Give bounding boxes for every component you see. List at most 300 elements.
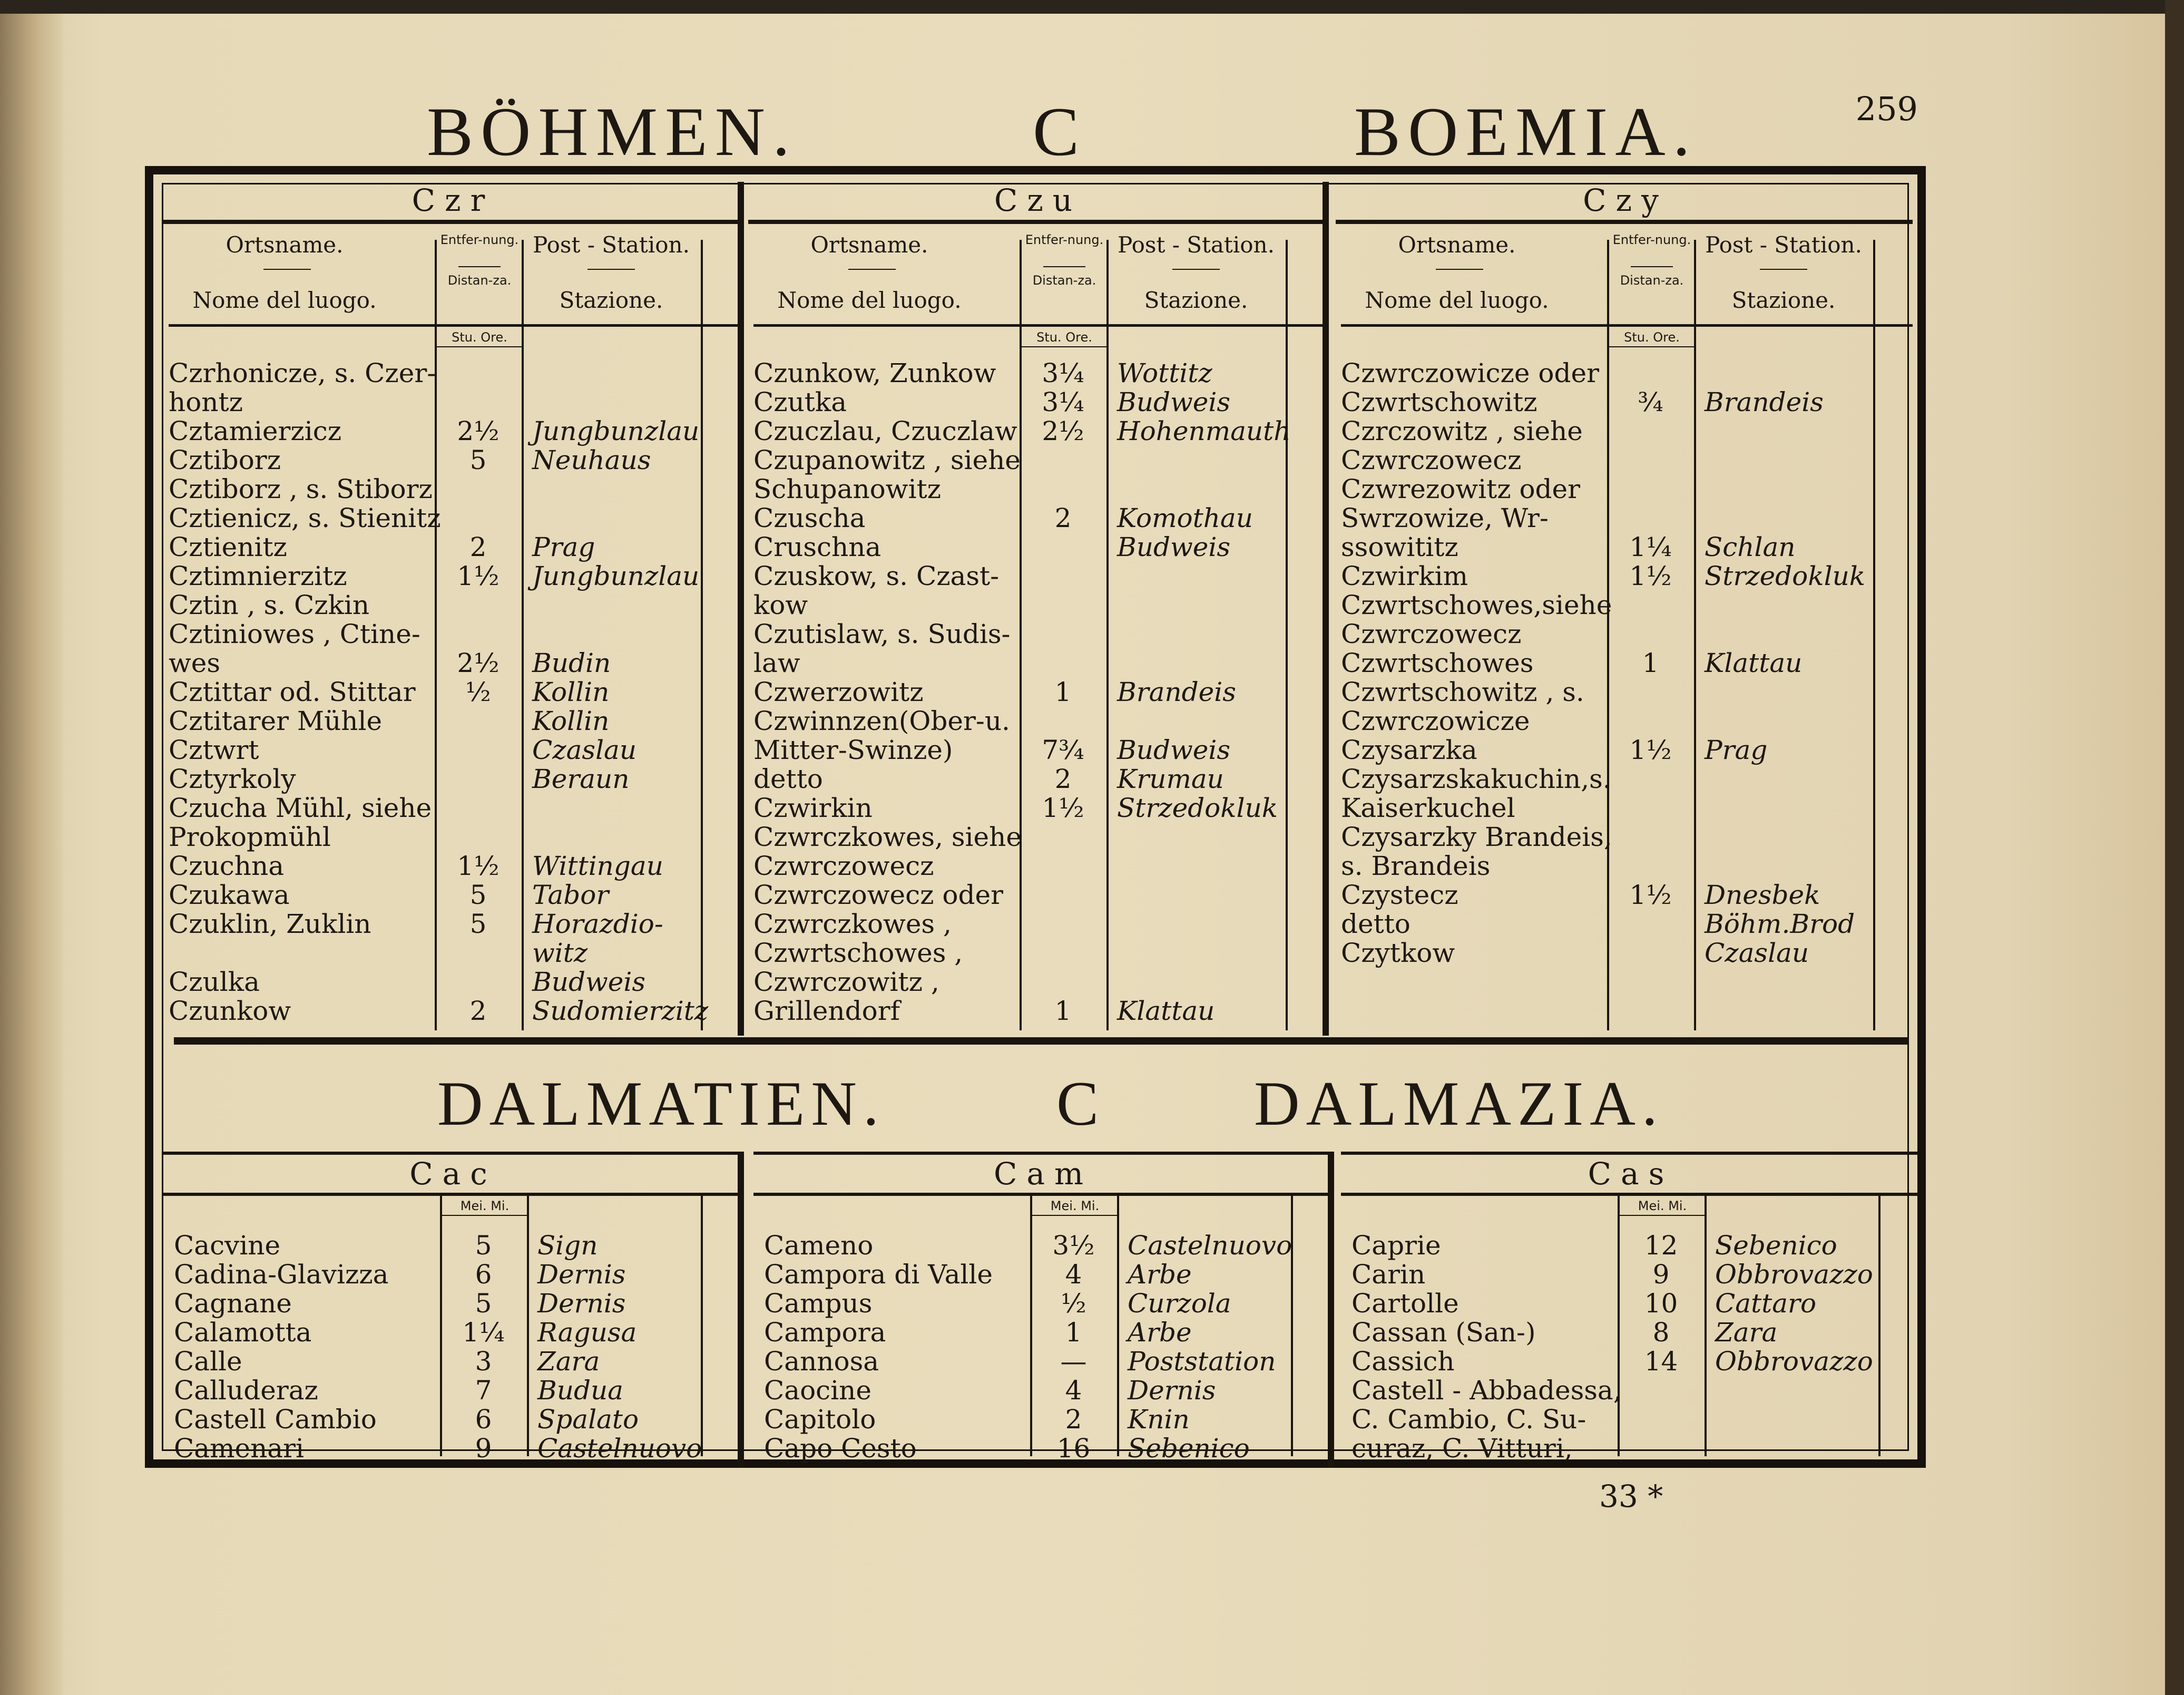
table-row — [764, 1434, 1325, 1463]
col-post-rule — [1172, 269, 1220, 270]
distance: 1 — [1642, 648, 1659, 678]
table-row — [753, 938, 1320, 968]
header-rule — [753, 324, 1325, 327]
post-station: Prag — [532, 532, 595, 562]
col-dist-de: Entfer-nung. — [1025, 232, 1104, 247]
table-row — [174, 1376, 735, 1405]
table-row — [1341, 938, 1907, 968]
table-row — [174, 1260, 735, 1289]
table-row — [1351, 1376, 1913, 1405]
place-name: Cztiborz — [169, 445, 281, 475]
place-name: Cannosa — [764, 1346, 879, 1377]
place-name: Carin — [1351, 1259, 1426, 1290]
table-row — [1351, 1347, 1913, 1376]
unit-rule — [440, 1215, 527, 1216]
post-station: Strzedokluk — [1117, 793, 1278, 823]
place-name: Campora — [764, 1317, 886, 1348]
distance: 1½ — [1629, 735, 1672, 765]
place-name: Cztimnierzitz — [169, 561, 347, 591]
post-station: Neuhaus — [532, 445, 651, 475]
table-row — [753, 387, 1320, 417]
table-row — [753, 503, 1320, 533]
section-title: Czu — [994, 182, 1082, 218]
dalmatia-header-center: C — [1056, 1068, 1105, 1138]
table-row — [174, 1231, 735, 1260]
table-row — [169, 851, 735, 881]
post-station: Zara — [537, 1346, 600, 1377]
place-name: Czwrtschowes — [1341, 648, 1534, 678]
table-row — [169, 590, 735, 620]
col-name-it: Nome del luogo. — [777, 287, 962, 313]
place-name: C. Cambio, C. Su- — [1351, 1404, 1586, 1435]
post-station: Dnesbek — [1705, 880, 1820, 910]
top-edge — [0, 0, 2184, 14]
place-name: Cztamierzicz — [169, 416, 342, 446]
place-name: Czwrczowecz oder — [753, 880, 1003, 910]
place-name: Czrczowitz , siehe — [1341, 416, 1583, 446]
table-row — [169, 938, 735, 968]
place-name: Czwirkin — [753, 793, 873, 823]
table-row — [1341, 474, 1907, 504]
distance: 5 — [469, 909, 487, 939]
title-rule — [1341, 1193, 1918, 1196]
distance: 1 — [1054, 996, 1072, 1026]
post-station: Castelnuovo — [537, 1433, 702, 1464]
table-row — [174, 1405, 735, 1434]
post-station: Kollin — [532, 677, 610, 707]
table-row — [1351, 1289, 1913, 1318]
unit-rule — [435, 346, 522, 347]
table-row — [1341, 851, 1907, 881]
section-title: Czy — [1583, 182, 1668, 218]
place-name: Cztiniowes , Ctine- — [169, 619, 420, 649]
place-name: Grillendorf — [753, 996, 900, 1026]
table-row — [1341, 590, 1907, 620]
bohemia-section-czr — [163, 182, 743, 1036]
place-name: Czysarzskakuchin,s. — [1341, 764, 1611, 794]
place-name: Czutislaw, s. Sudis- — [753, 619, 1011, 649]
distance: 5 — [475, 1230, 492, 1261]
post-station: Czaslau — [532, 735, 637, 765]
place-name: ssowititz — [1341, 532, 1458, 562]
table-row — [753, 996, 1320, 1026]
place-name: Czystecz — [1341, 880, 1458, 910]
post-station: Dernis — [537, 1259, 626, 1290]
place-name: Czwerzowitz — [753, 677, 924, 707]
table-row — [1341, 387, 1907, 417]
col-dist-rule — [458, 266, 501, 267]
right-edge — [2165, 0, 2184, 1695]
place-name: detto — [753, 764, 823, 794]
table-row — [169, 880, 735, 910]
place-name: Cztienitz — [169, 532, 287, 562]
post-station: Brandeis — [1705, 387, 1824, 417]
table-row — [753, 706, 1320, 736]
table-row — [1351, 1434, 1913, 1463]
table-row — [753, 474, 1320, 504]
table-row — [753, 967, 1320, 997]
table-row — [753, 735, 1320, 765]
table-row — [169, 967, 735, 997]
place-name: Czwrczowecz — [753, 851, 934, 881]
unit-rule — [1020, 346, 1106, 347]
distance: 4 — [1065, 1259, 1082, 1290]
place-name: Czwrezowitz oder — [1341, 474, 1581, 504]
table-row — [169, 532, 735, 562]
unit-label: Stu. Ore. — [1036, 330, 1092, 345]
distance: — — [1060, 1346, 1087, 1377]
table-row — [1341, 619, 1907, 649]
distance: 6 — [475, 1404, 492, 1435]
section-title: Cas — [1588, 1156, 1674, 1192]
place-name: Czwrtschowitz — [1341, 387, 1537, 417]
col-name-de: Ortsname. — [810, 232, 928, 258]
section-title: Cam — [994, 1156, 1093, 1192]
col-dist-rule — [1631, 266, 1673, 267]
post-station: Kollin — [532, 706, 610, 736]
table-row — [1341, 880, 1907, 910]
table-row — [753, 909, 1320, 939]
place-name: Swrzowize, Wr- — [1341, 503, 1549, 533]
place-name: Cztiborz , s. Stiborz — [169, 474, 433, 504]
place-name: Czwrczowicze oder — [1341, 358, 1599, 388]
table-row — [1341, 445, 1907, 475]
distance: 5 — [469, 880, 487, 910]
col-dist-it: Distan-za. — [1620, 273, 1684, 288]
table-row — [1341, 358, 1907, 388]
place-name: Czucha Mühl, siehe — [169, 793, 432, 823]
place-name: Czwrczkowes, siehe — [753, 822, 1022, 852]
post-station: Budin — [532, 648, 611, 678]
top-rule — [163, 1152, 740, 1155]
table-row — [764, 1405, 1325, 1434]
col-name-de: Ortsname. — [226, 232, 344, 258]
table-row — [1351, 1318, 1913, 1347]
post-station: Hohenmauth — [1117, 416, 1291, 446]
distance: 2 — [1054, 764, 1072, 794]
post-station: Brandeis — [1117, 677, 1236, 707]
col-post-de: Post - Station. — [1705, 232, 1862, 258]
place-name: Cagnane — [174, 1288, 292, 1319]
distance: 8 — [1652, 1317, 1670, 1348]
place-name: Calluderaz — [174, 1375, 318, 1406]
place-name: Czwrtschowes,siehe — [1341, 590, 1612, 620]
place-name: Caprie — [1351, 1230, 1441, 1261]
table-row — [1351, 1260, 1913, 1289]
post-station: Sign — [537, 1230, 598, 1261]
place-name: s. Brandeis — [1341, 851, 1491, 881]
col-dist-it: Distan-za. — [447, 273, 512, 288]
place-name: Czuscha — [753, 503, 866, 533]
table-row — [174, 1434, 735, 1463]
mid-divider — [174, 1037, 1907, 1045]
place-name: wes — [169, 648, 221, 678]
distance: 16 — [1056, 1433, 1091, 1464]
post-station: witz — [532, 938, 588, 968]
distance: 12 — [1644, 1230, 1678, 1261]
bohemia-section-czu — [748, 182, 1328, 1036]
table-row — [1341, 648, 1907, 678]
place-name: Czwirkim — [1341, 561, 1468, 591]
section-title: Cac — [409, 1156, 497, 1192]
distance: 1¼ — [1629, 532, 1672, 562]
place-name: Campus — [764, 1288, 873, 1319]
table-row — [1341, 793, 1907, 823]
place-name: Cadina-Glavizza — [174, 1259, 389, 1290]
place-name: Capitolo — [764, 1404, 876, 1435]
place-name: Cacvine — [174, 1230, 281, 1261]
table-row — [169, 474, 735, 504]
post-station: Prag — [1705, 735, 1768, 765]
distance: 7 — [475, 1375, 492, 1406]
place-name: Caocine — [764, 1375, 871, 1406]
place-name: Czulka — [169, 967, 260, 997]
section-divider — [738, 1152, 744, 1468]
place-name: Cassich — [1351, 1346, 1455, 1377]
distance: 9 — [475, 1433, 492, 1464]
post-station: Jungbunzlau — [532, 561, 700, 591]
place-name: Calamotta — [174, 1317, 312, 1348]
distance: 2½ — [457, 648, 500, 678]
place-name: Cassan (San-) — [1351, 1317, 1536, 1348]
post-station: Budweis — [1117, 387, 1230, 417]
table-row — [753, 358, 1320, 388]
table-row — [753, 851, 1320, 881]
col-name-rule — [1436, 269, 1483, 270]
place-name: Kaiserkuchel — [1341, 793, 1515, 823]
distance: 1½ — [1629, 880, 1672, 910]
place-name: hontz — [169, 387, 243, 417]
col-post-de: Post - Station. — [533, 232, 690, 258]
post-station: Sebenico — [1715, 1230, 1837, 1261]
unit-rule — [1618, 1215, 1705, 1216]
distance: 14 — [1644, 1346, 1678, 1377]
bohemia-section-czy — [1336, 182, 1915, 1036]
table-row — [1341, 416, 1907, 446]
table-row — [764, 1260, 1325, 1289]
place-name: curaz, C. Vitturi, — [1351, 1433, 1573, 1464]
post-station: Budua — [537, 1375, 623, 1406]
unit-label: Stu. Ore. — [452, 330, 507, 345]
distance: ½ — [1061, 1288, 1086, 1319]
distance: 3¼ — [1042, 387, 1084, 417]
place-name: Czunkow, Zunkow — [753, 358, 996, 388]
table-row — [169, 822, 735, 852]
distance: 2 — [469, 996, 487, 1026]
place-name: Cztienicz, s. Stienitz — [169, 503, 441, 533]
place-name: Cztitarer Mühle — [169, 706, 383, 736]
table-row — [169, 358, 735, 388]
unit-label: Mei. Mi. — [1050, 1199, 1100, 1213]
col-post-it: Stazione. — [1144, 287, 1248, 313]
distance: 9 — [1652, 1259, 1670, 1290]
col-name-it: Nome del luogo. — [192, 287, 377, 313]
post-station: Horazdio- — [532, 909, 663, 939]
place-name: Czwrczowitz , — [753, 967, 939, 997]
place-name: law — [753, 648, 800, 678]
distance: 2 — [1065, 1404, 1082, 1435]
col-name-rule — [848, 269, 896, 270]
table-row — [169, 764, 735, 794]
place-name: Czuskow, s. Czast- — [753, 561, 1000, 591]
place-name: Calle — [174, 1346, 242, 1377]
table-row — [169, 503, 735, 533]
place-name: Czrhonicze, s. Czer- — [169, 358, 436, 388]
place-name: Czukawa — [169, 880, 290, 910]
unit-label: Mei. Mi. — [460, 1199, 510, 1213]
post-station: Budweis — [532, 967, 645, 997]
table-row — [753, 648, 1320, 678]
distance: 1¼ — [462, 1317, 505, 1348]
signature-mark: 33 * — [1599, 1478, 1663, 1514]
table-row — [174, 1347, 735, 1376]
title-rule — [163, 1193, 740, 1196]
section-divider — [1323, 182, 1329, 1036]
table-row — [753, 793, 1320, 823]
post-station: Wittingau — [532, 851, 663, 881]
place-name: Czwrczowecz — [1341, 619, 1522, 649]
table-row — [753, 445, 1320, 475]
post-station: Dernis — [537, 1288, 626, 1319]
title-rule — [1336, 220, 1913, 224]
post-station: Arbe — [1128, 1317, 1192, 1348]
table-row — [764, 1289, 1325, 1318]
post-station: Böhm.Brod — [1705, 909, 1855, 939]
col-post-rule — [587, 269, 635, 270]
table-row — [753, 561, 1320, 591]
top-rule — [753, 1152, 1330, 1155]
post-station: Tabor — [532, 880, 609, 910]
distance: 1 — [1065, 1317, 1082, 1348]
place-name: Cztyrkoly — [169, 764, 296, 794]
col-dist-rule — [1043, 266, 1085, 267]
place-name: Castell Cambio — [174, 1404, 377, 1435]
col-name-rule — [263, 269, 311, 270]
table-row — [169, 445, 735, 475]
post-station: Obbrovazzo — [1715, 1259, 1873, 1290]
post-station: Cattaro — [1715, 1288, 1817, 1319]
place-name: Schupanowitz — [753, 474, 942, 504]
place-name: Czupanowitz , siehe — [753, 445, 1021, 475]
post-station: Budweis — [1117, 532, 1230, 562]
place-name: Czuklin, Zuklin — [169, 909, 371, 939]
unit-rule — [1607, 346, 1694, 347]
place-name: Cartolle — [1351, 1288, 1459, 1319]
col-post-it: Stazione. — [559, 287, 663, 313]
book-gutter — [0, 0, 63, 1695]
distance: 2 — [1054, 503, 1072, 533]
distance: 1½ — [457, 561, 500, 591]
distance: 6 — [475, 1259, 492, 1290]
table-row — [169, 387, 735, 417]
table-row — [1341, 532, 1907, 562]
table-row — [169, 793, 735, 823]
table-row — [1341, 706, 1907, 736]
place-name: Capo Cesto — [764, 1433, 917, 1464]
place-name: Cztin , s. Czkin — [169, 590, 370, 620]
table-row — [753, 677, 1320, 707]
place-name: Cztwrt — [169, 735, 259, 765]
post-station: Krumau — [1117, 764, 1224, 794]
dalmatia-header-left: DALMATIEN. — [437, 1068, 885, 1138]
table-row — [753, 880, 1320, 910]
place-name: Mitter-Swinze) — [753, 735, 953, 765]
section-title: Czr — [412, 182, 495, 218]
distance: 1½ — [457, 851, 500, 881]
table-row — [1341, 561, 1907, 591]
unit-label: Mei. Mi. — [1638, 1199, 1687, 1213]
distance: 1 — [1054, 677, 1072, 707]
post-station: Schlan — [1705, 532, 1796, 562]
col-dist-de: Entfer-nung. — [1612, 232, 1691, 247]
place-name: Czuczlau, Czuczlaw — [753, 416, 1017, 446]
post-station: Czaslau — [1705, 938, 1809, 968]
distance: 10 — [1644, 1288, 1678, 1319]
post-station: Curzola — [1128, 1288, 1231, 1319]
table-row — [1341, 822, 1907, 852]
table-row — [753, 764, 1320, 794]
table-row — [1341, 909, 1907, 939]
place-name: Czytkow — [1341, 938, 1455, 968]
distance: 3 — [475, 1346, 492, 1377]
table-row — [1341, 764, 1907, 794]
table-row — [1341, 677, 1907, 707]
table-row — [169, 619, 735, 649]
dalmatia-section-cam — [753, 1152, 1333, 1468]
col-post-de: Post - Station. — [1118, 232, 1275, 258]
place-name: Cruschna — [753, 532, 882, 562]
post-station: Castelnuovo — [1128, 1230, 1292, 1261]
table-row — [174, 1318, 735, 1347]
post-station: Obbrovazzo — [1715, 1346, 1873, 1377]
place-name: Czwrtschowes , — [753, 938, 963, 968]
col-post-it: Stazione. — [1731, 287, 1836, 313]
post-station: Dernis — [1128, 1375, 1216, 1406]
post-station: Zara — [1715, 1317, 1778, 1348]
post-station: Klattau — [1117, 996, 1215, 1026]
header-left: BÖHMEN. — [427, 93, 798, 170]
title-rule — [163, 220, 740, 224]
table-row — [753, 532, 1320, 562]
table-row — [169, 996, 735, 1026]
header-center: C — [1033, 93, 1087, 170]
place-name: Campora di Valle — [764, 1259, 993, 1290]
table-row — [169, 909, 735, 939]
post-station: Strzedokluk — [1705, 561, 1866, 591]
table-row — [169, 416, 735, 446]
header-rule — [169, 324, 740, 327]
col-name-it: Nome del luogo. — [1365, 287, 1549, 313]
section-divider — [738, 182, 744, 1036]
distance: ¾ — [1638, 387, 1663, 417]
table-row — [753, 590, 1320, 620]
place-name: Czwrczowicze — [1341, 706, 1530, 736]
post-station: Arbe — [1128, 1259, 1192, 1290]
table-row — [1351, 1231, 1913, 1260]
post-station: Knin — [1128, 1404, 1190, 1435]
place-name: Castell - Abbadessa, — [1351, 1375, 1622, 1406]
distance: 2½ — [457, 416, 500, 446]
table-row — [169, 677, 735, 707]
col-name-de: Ortsname. — [1398, 232, 1516, 258]
post-station: Komothau — [1117, 503, 1253, 533]
table-row — [169, 735, 735, 765]
table-row — [169, 706, 735, 736]
table-row — [753, 619, 1320, 649]
post-station: Sudomierzitz — [532, 996, 709, 1026]
post-station: Wottitz — [1117, 358, 1212, 388]
distance: 4 — [1065, 1375, 1082, 1406]
